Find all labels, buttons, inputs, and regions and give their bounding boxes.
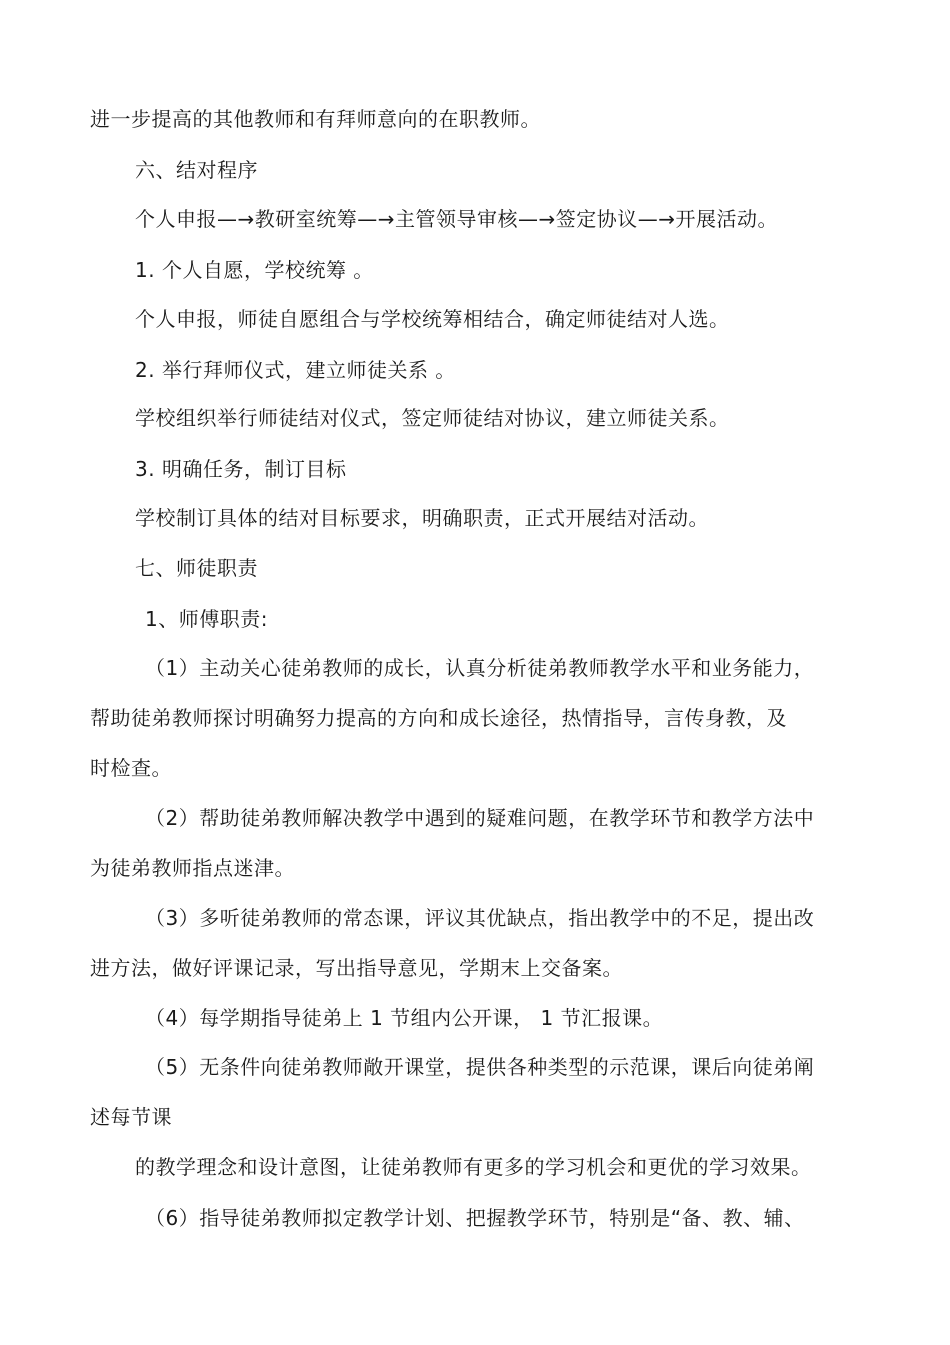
text-line: （4）每学期指导徒弟上 1 节组内公开课， 1 节汇报课。 — [145, 1006, 664, 1030]
subsection-heading: 1. 个人自愿，学校统筹 。 — [135, 258, 374, 282]
text-line: 为徒弟教师指点迷津。 — [90, 856, 295, 880]
subsection-heading: 3. 明确任务，制订目标 — [135, 457, 347, 481]
text-line: （1）主动关心徒弟教师的成长，认真分析徒弟教师教学水平和业务能力， — [145, 656, 815, 680]
text-line: 的教学理念和设计意图，让徒弟教师有更多的学习机会和更优的学习效果。 — [135, 1155, 812, 1179]
subsection-heading: 2. 举行拜师仪式，建立师徒关系 。 — [135, 358, 456, 382]
text-line: （5）无条件向徒弟教师敞开课堂，提供各种类型的示范课，课后向徒弟阐 — [145, 1055, 815, 1079]
text-line: （6）指导徒弟教师拟定教学计划、把握教学环节，特别是“备、教、辅、 — [145, 1206, 805, 1230]
text-line: 进方法，做好评课记录，写出指导意见，学期末上交备案。 — [90, 956, 623, 980]
text-line: 个人申报，师徒自愿组合与学校统筹相结合，确定师徒结对人选。 — [135, 307, 730, 331]
text-line: 学校组织举行师徒结对仪式，签定师徒结对协议，建立师徒关系。 — [135, 406, 730, 430]
text-line: （2）帮助徒弟教师解决教学中遇到的疑难问题，在教学环节和教学方法中 — [145, 806, 815, 830]
text-line: 帮助徒弟教师探讨明确努力提高的方向和成长途径，热情指导，言传身教，及 — [90, 706, 787, 730]
subsection-heading: 1、师傅职责: — [145, 607, 268, 631]
text-line: 进一步提高的其他教师和有拜师意向的在职教师。 — [90, 107, 541, 131]
text-line: 个人申报—→教研室统筹—→主管领导审核—→签定协议—→开展活动。 — [135, 207, 779, 231]
text-line: 学校制订具体的结对目标要求，明确职责，正式开展结对活动。 — [135, 506, 709, 530]
text-line: 时检查。 — [90, 756, 172, 780]
text-line: （3）多听徒弟教师的常态课，评议其优缺点，指出教学中的不足，提出改 — [145, 906, 815, 930]
section-heading: 六、结对程序 — [135, 158, 258, 182]
text-line: 述每节课 — [90, 1105, 172, 1129]
section-heading: 七、师徒职责 — [135, 556, 258, 580]
